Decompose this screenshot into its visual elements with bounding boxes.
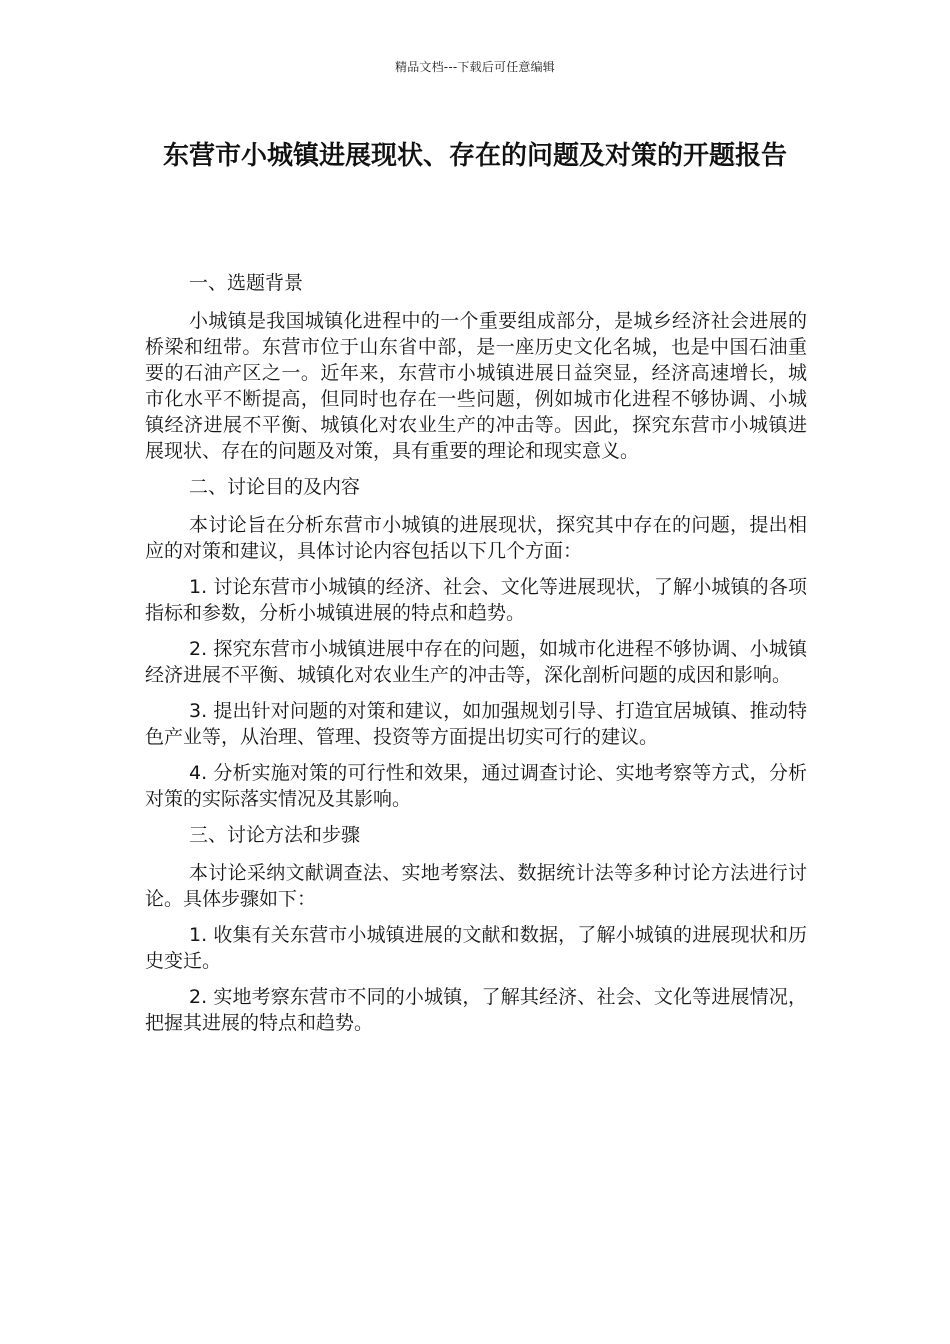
list-item: 1. 收集有关东营市小城镇进展的文献和数据，了解小城镇的进展现状和历史变迁。 (145, 924, 807, 972)
paragraph: 本讨论采纳文献调查法、实地考察法、数据统计法等多种讨论方法进行讨论。具体步骤如下： (145, 862, 807, 910)
paragraph: 小城镇是我国城镇化进程中的一个重要组成部分，是城乡经济社会进展的桥梁和纽带。东营市位于山东省中部，是一座历史文化名城，也是中国石油重要的石油产区之一。近年来，东营市小城镇进展日益突显，经济高速增长，城市化水平不断提高，但同时也存在一些问题，例如城市化进程不够协调、小城镇经济进展不平衡、城镇化对农业生产的冲击等。因此，探究东营市小城镇进展现状、存在的问题及对策，具有重要的理论和现实意义。 (145, 310, 807, 462)
document-body (145, 270, 807, 1046)
section-heading: 三、讨论方法和步骤 (189, 824, 361, 846)
document-title: 东营市小城镇进展现状、存在的问题及对策的开题报告 (162, 141, 787, 171)
list-item: 4. 分析实施对策的可行性和效果，通过调查讨论、实地考察等方式，分析对策的实际落实情况及其影响。 (145, 762, 807, 810)
section-heading: 一、选题背景 (189, 272, 304, 294)
list-item: 3. 提出针对问题的对策和建议，如加强规划引导、打造宜居城镇、推动特色产业等，从治理、管理、投资等方面提出切实可行的建议。 (145, 700, 807, 748)
header-note: 精品文档---下载后可任意编辑 (395, 60, 555, 74)
paragraph: 本讨论旨在分析东营市小城镇的进展现状，探究其中存在的问题，提出相应的对策和建议，具体讨论内容包括以下几个方面： (145, 514, 807, 562)
list-item: 2. 探究东营市小城镇进展中存在的问题，如城市化进程不够协调、小城镇经济进展不平衡、城镇化对农业生产的冲击等，深化剖析问题的成因和影响。 (145, 638, 807, 686)
list-item: 2. 实地考察东营市不同的小城镇，了解其经济、社会、文化等进展情况，把握其进展的特点和趋势。 (145, 986, 807, 1034)
list-item: 1. 讨论东营市小城镇的经济、社会、文化等进展现状，了解小城镇的各项指标和参数，分析小城镇进展的特点和趋势。 (145, 576, 807, 624)
section-heading: 二、讨论目的及内容 (189, 476, 361, 498)
